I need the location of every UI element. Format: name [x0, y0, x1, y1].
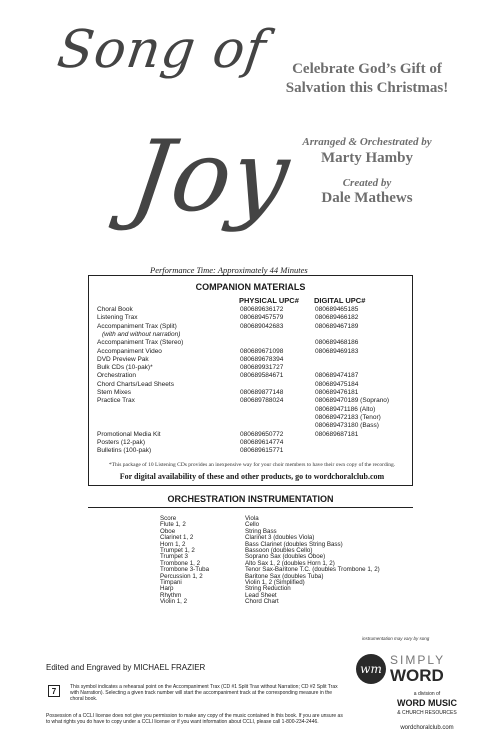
digital-upc: 080689465185: [315, 306, 359, 313]
material-label: Accompaniment Trax (Stereo): [97, 339, 184, 347]
edited-by: Edited and Engraved by MICHAEL FRAZIER: [46, 663, 206, 672]
material-row: [97, 397, 412, 405]
material-label: Accompaniment Video: [97, 347, 162, 355]
arranged-label: Arranged & Orchestrated by: [302, 136, 432, 148]
material-row: [97, 389, 412, 397]
physical-upc: 080689615771: [240, 447, 284, 455]
orchestration-title: ORCHESTRATION INSTRUMENTATION: [167, 494, 334, 504]
companion-materials-box: [88, 275, 413, 486]
material-row: [97, 331, 412, 339]
orchestration-divider: [88, 507, 413, 508]
instrument-item: Clarinet 1, 2: [160, 534, 194, 542]
instrument-item: Violin 1, 2: [160, 598, 188, 606]
church-resources-label: & CHURCH RESOURCES: [397, 710, 457, 716]
instrument-column-2: [245, 516, 380, 606]
material-label: Posters (12-pak): [97, 438, 146, 446]
digital-upc: 080689473180 (Bass): [315, 422, 379, 430]
ccli-notice: Possession of a CCLI license does not give you permission to make any copy of the music contained in this book. If you are unsure as to what rights you do have to copy under a CCLI license or if you want information about CCLI, please call 1-800-234-2446.: [46, 713, 343, 725]
instrumentation-note: instrumentation may vary by song: [362, 636, 430, 641]
title-line-2: Joy: [123, 120, 297, 234]
instrument-item: Trombone 3-Tuba: [160, 566, 210, 574]
physical-upc: 080689877148: [240, 389, 284, 396]
material-label: Bulk CDs (10-pak)*: [97, 364, 153, 372]
word-music-label: WORD MUSIC: [397, 698, 457, 708]
material-label: Bulletins (100-pak): [97, 447, 152, 455]
performance-time: Performance Time: Approximately 44 Minutes: [150, 265, 308, 275]
physical-upc: 080689457579: [240, 314, 284, 322]
material-label: DVD Preview Pak: [97, 355, 149, 363]
digital-upc: 080689470189 (Soprano): [315, 397, 390, 405]
digital-availability-note: For digital availability of these and other products, go to wordchoralclub.com: [119, 472, 385, 481]
instrument-item: Oboe: [160, 527, 176, 535]
companion-title: COMPANION MATERIALS: [195, 282, 306, 292]
digital-upc: 080689466182: [315, 314, 359, 322]
material-label: Practice Trax: [97, 397, 135, 405]
instrument-item: Score: [160, 515, 177, 522]
instrument-item: Alto Sax 1, 2 (doubles Horn 1, 2): [245, 559, 335, 567]
physical-upc: 080689650772: [240, 430, 284, 438]
instrument-item: String Reduction: [245, 585, 291, 593]
material-label: Chord Charts/Lead Sheets: [97, 380, 174, 388]
material-row: [97, 348, 412, 356]
digital-upc: 080689471186 (Alto): [315, 405, 376, 413]
physical-upc: 080689584671: [240, 372, 284, 380]
instrument-item: Rhythm: [160, 591, 182, 599]
digital-upc: 080689472183 (Tenor): [315, 413, 381, 421]
material-row: [97, 306, 412, 314]
tagline: Celebrate God’s Gift of Salvation this Christmas!: [285, 61, 449, 96]
instrument-item: Timpani: [160, 579, 182, 587]
digital-upc-header: DIGITAL UPC#: [314, 296, 366, 305]
instrument-item: Percussion 1, 2: [160, 572, 203, 580]
instrument-item: Bass Clarinet (doubles String Bass): [245, 540, 343, 548]
digital-upc: 080689475184: [315, 380, 359, 388]
created-label: Created by: [342, 177, 392, 189]
digital-upc: 080689474187: [315, 372, 359, 380]
simply-word-logo-icon: wm: [356, 654, 386, 684]
digital-upc: 080689468186: [315, 339, 359, 347]
publisher-website: wordchoralclub.com: [400, 725, 454, 731]
material-label: Choral Book: [97, 306, 133, 313]
instrument-item: Horn 1, 2: [160, 540, 186, 548]
instrument-item: Baritone Sax (doubles Tuba): [245, 572, 324, 580]
logo-word: WORD: [390, 666, 444, 685]
composer-name: Dale Mathews: [321, 190, 413, 206]
material-row: [97, 372, 412, 380]
instrument-item: Lead Sheet: [245, 591, 277, 599]
physical-upc: 080689788024: [240, 397, 284, 405]
physical-upc: 080689614774: [240, 438, 284, 446]
instrument-item: Bassoon (doubles Cello): [245, 547, 313, 555]
physical-upc-header: PHYSICAL UPC#: [239, 296, 299, 305]
instrument-item: Violin 1, 2 (Simplified): [245, 579, 305, 587]
instrument-item: Chord Chart: [245, 598, 279, 606]
material-label: Stem Mixes: [97, 389, 131, 396]
material-row: [97, 323, 412, 331]
material-row: [97, 431, 412, 439]
digital-upc: 080689467189: [315, 322, 359, 330]
instrument-item: Trombone 1, 2: [160, 559, 201, 567]
physical-upc: 080689678394: [240, 355, 284, 363]
rehearsal-point-symbol: 7: [48, 685, 60, 697]
instrument-item: Clarinet 3 (doubles Viola): [245, 534, 315, 542]
physical-upc: 080689042683: [240, 322, 284, 330]
instrument-item: Flute 1, 2: [160, 521, 186, 529]
material-row: [97, 356, 412, 364]
instrument-item: Trumpet 3: [160, 553, 188, 561]
instrument-item: Viola: [245, 515, 259, 522]
material-label: Orchestration: [97, 372, 137, 380]
bulk-cd-footnote: *This package of 10 Listening CDs provides an inexpensive way for your choir members to have their own copy of the recording.: [108, 462, 396, 468]
physical-upc: 080689671098: [240, 347, 284, 355]
instrument-item: Cello: [245, 521, 260, 529]
material-label: (with and without narration): [102, 330, 181, 338]
instrument-item: Soprano Sax (doubles Oboe): [245, 553, 326, 561]
material-row: [97, 364, 412, 372]
physical-upc: 080689931727: [240, 364, 284, 372]
digital-upc: 080689687181: [315, 430, 359, 438]
division-label: a division of: [413, 691, 441, 697]
material-label: Listening Trax: [97, 314, 138, 322]
material-row: [97, 439, 412, 447]
material-row: [97, 447, 412, 455]
title-line-1: Song of: [53, 20, 271, 80]
material-row: [97, 339, 412, 347]
instrument-item: String Bass: [245, 527, 277, 535]
rehearsal-explanation: This symbol indicates a rehearsal point on the Accompaniment Trax (CD #1 Split Trax without Narration; CD #2 Split Trax with Narration). Selecting a given track number will start the accompaniment track at the corresponding measure in the choral book.: [70, 684, 338, 702]
physical-upc: 080689636172: [240, 306, 284, 313]
arranger-name: Marty Hamby: [320, 150, 414, 166]
instrument-item: Harp: [160, 585, 174, 593]
material-row: [97, 381, 412, 389]
material-label: Accompaniment Trax (Split): [97, 322, 177, 330]
instrument-column-1: [160, 516, 209, 606]
digital-upc: 080689476181: [315, 389, 359, 396]
digital-upc: 080689469183: [315, 347, 359, 355]
material-row: [97, 414, 412, 422]
material-row: [97, 422, 412, 430]
material-row: [97, 314, 412, 322]
material-row: [97, 406, 412, 414]
logo-simply: SIMPLY: [390, 653, 446, 667]
material-label: Promotional Media Kit: [97, 430, 161, 438]
instrument-item: Tenor Sax-Baritone T.C. (doubles Trombone 1, 2): [245, 566, 380, 574]
instrument-item: Trumpet 1, 2: [160, 547, 195, 555]
